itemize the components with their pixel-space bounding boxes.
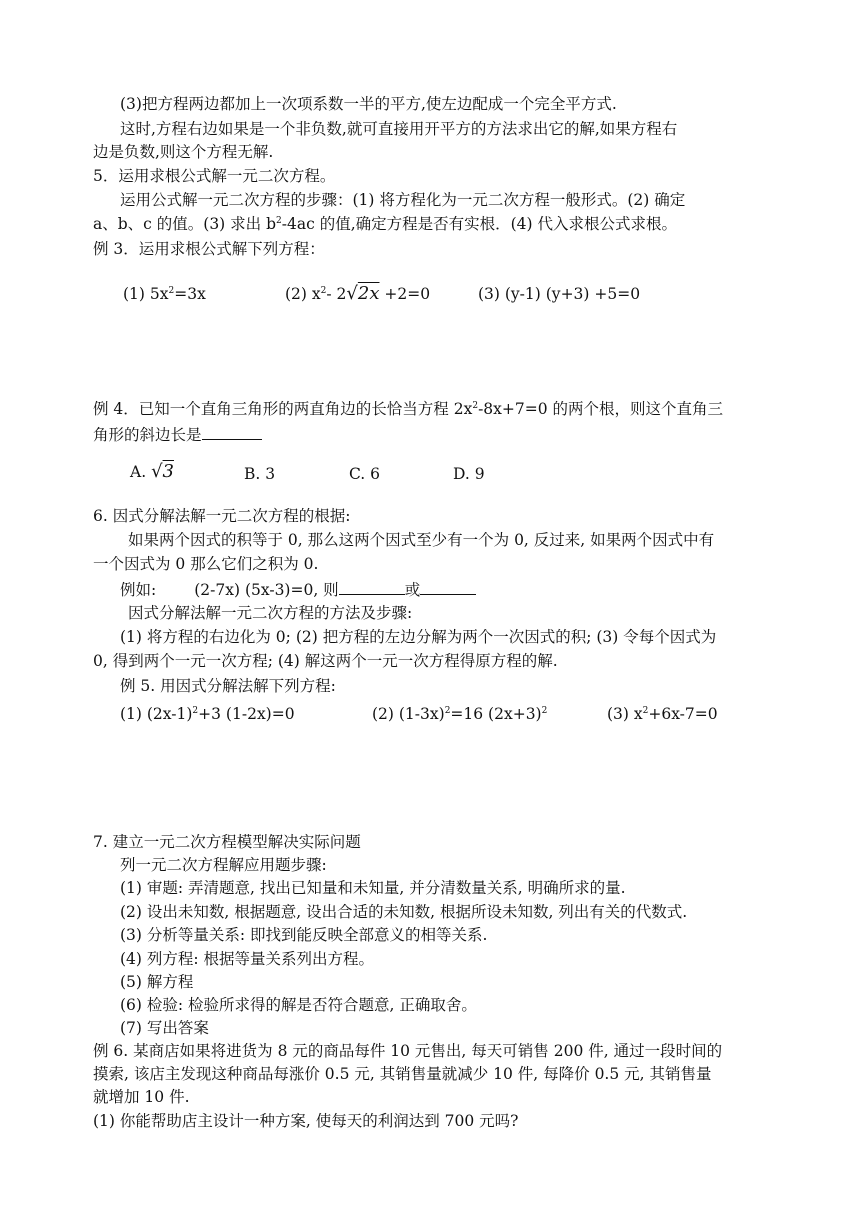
option-b: B. 3 xyxy=(244,465,276,483)
question-1: (1) 你能帮助店主设计一种方案, 使每天的利润达到 700 元吗? xyxy=(93,1112,519,1130)
paragraph-line: a、b、c 的值。(3) 求出 $b^2-4ac$ 的值,确定方程是否有实根．(4) 代入求根公式求根。 xyxy=(93,215,678,233)
answer-blank xyxy=(339,579,405,595)
paragraph-line: 0, 得到两个一元一次方程; (4) 解这两个一元一次方程得原方程的解. xyxy=(93,652,558,670)
option-c: C. 6 xyxy=(349,465,381,483)
example-line: 例如: (2-7x) (5x-3)=0, 则 或 xyxy=(120,579,476,600)
paragraph-line: 边是负数,则这个方程无解. xyxy=(93,143,274,161)
equation-1: (1) $5x^2=3x$ xyxy=(123,285,206,303)
example-6-line: 就增加 10 件. xyxy=(93,1088,190,1106)
paragraph-line: 列一元二次方程解应用题步骤: xyxy=(120,856,327,874)
sqrt-sign: √ xyxy=(346,283,358,304)
step-item: (2) 设出未知数, 根据题意, 设出合适的未知数, 根据所设未知数, 列出有关的代数式. xyxy=(120,903,688,921)
example-4-line: 角形的斜边长是 xyxy=(93,424,262,445)
section-6-heading: 6. 因式分解法解一元二次方程的根据: xyxy=(93,507,351,525)
equation-5-2: (2) $(1-3x)^2=16$ $(2x+3)^2$ xyxy=(372,705,548,723)
step-item: (1) 审题: 弄清题意, 找出已知量和未知量, 并分清数量关系, 明确所求的量. xyxy=(120,879,626,897)
paragraph-line: 因式分解法解一元二次方程的方法及步骤: xyxy=(128,604,413,622)
answer-blank xyxy=(420,579,476,595)
step-item: (6) 检验: 检验所求得的解是否符合题意, 正确取舍。 xyxy=(120,996,477,1014)
equation-5-1: (1) $(2x-1)^2+3$ (1-2x)=0 xyxy=(120,705,295,723)
paragraph-line: 这时,方程右边如果是一个非负数,就可直接用开平方的方法求出它的解,如果方程右 xyxy=(120,120,678,138)
step-item: (5) 解方程 xyxy=(120,973,194,991)
example-5-heading: 例 5. 用因式分解法解下列方程: xyxy=(120,677,336,695)
example-3-heading: 例 3．运用求根公式解下列方程： xyxy=(93,240,325,258)
equation-2: (2) $x^2-$ 2√2x +2=0 xyxy=(285,283,431,304)
step-item: (4) 列方程: 根据等量关系列出方程。 xyxy=(120,950,375,968)
step-item: (7) 写出答案 xyxy=(120,1019,209,1037)
example-6-line: 例 6. 某商店如果将进货为 8 元的商品每件 10 元售出, 每天可销售 200 件, 通过一段时间的 xyxy=(93,1042,723,1060)
paragraph-line: 运用公式解一元二次方程的步骤：(1) 将方程化为一元二次方程一般形式。(2) 确定 xyxy=(120,191,686,209)
paragraph-line: 如果两个因式的积等于 0, 那么这两个因式至少有一个为 0, 反过来, 如果两个因式中有 xyxy=(128,531,715,549)
equation-5-3: (3) $x^2+6x-7=0$ xyxy=(607,705,718,723)
example-6-line: 摸索, 该店主发现这种商品每涨价 0.5 元, 其销售量就减少 10 件, 每降价 0.5 元, 其销售量 xyxy=(93,1065,712,1083)
example-4-line: 例 4．已知一个直角三角形的两直角边的长恰当方程 $2x^2-8x+7=0$ 的两个根，则这个直角三 xyxy=(93,400,724,418)
answer-blank xyxy=(202,424,262,440)
equation-3: (3) (y-1) (y+3) +5=0 xyxy=(478,285,641,303)
paragraph-line: (1) 将方程的右边化为 0; (2) 把方程的左边分解为两个一次因式的积; (3) 令每个因式为 xyxy=(120,628,717,646)
step-3-text: (3)把方程两边都加上一次项系数一半的平方,使左边配成一个完全平方式. xyxy=(120,95,617,113)
sqrt-sign: √ xyxy=(151,461,163,482)
paragraph-line: 一个因式为 0 那么它们之积为 0. xyxy=(93,555,319,573)
option-d: D. 9 xyxy=(453,465,485,483)
option-a: A. √3 xyxy=(130,461,174,482)
step-item: (3) 分析等量关系: 即找到能反映全部意义的相等关系. xyxy=(120,926,488,944)
section-7-heading: 7. 建立一元二次方程模型解决实际问题 xyxy=(93,833,361,851)
section-5-heading: 5．运用求根公式解一元二次方程。 xyxy=(93,167,336,185)
